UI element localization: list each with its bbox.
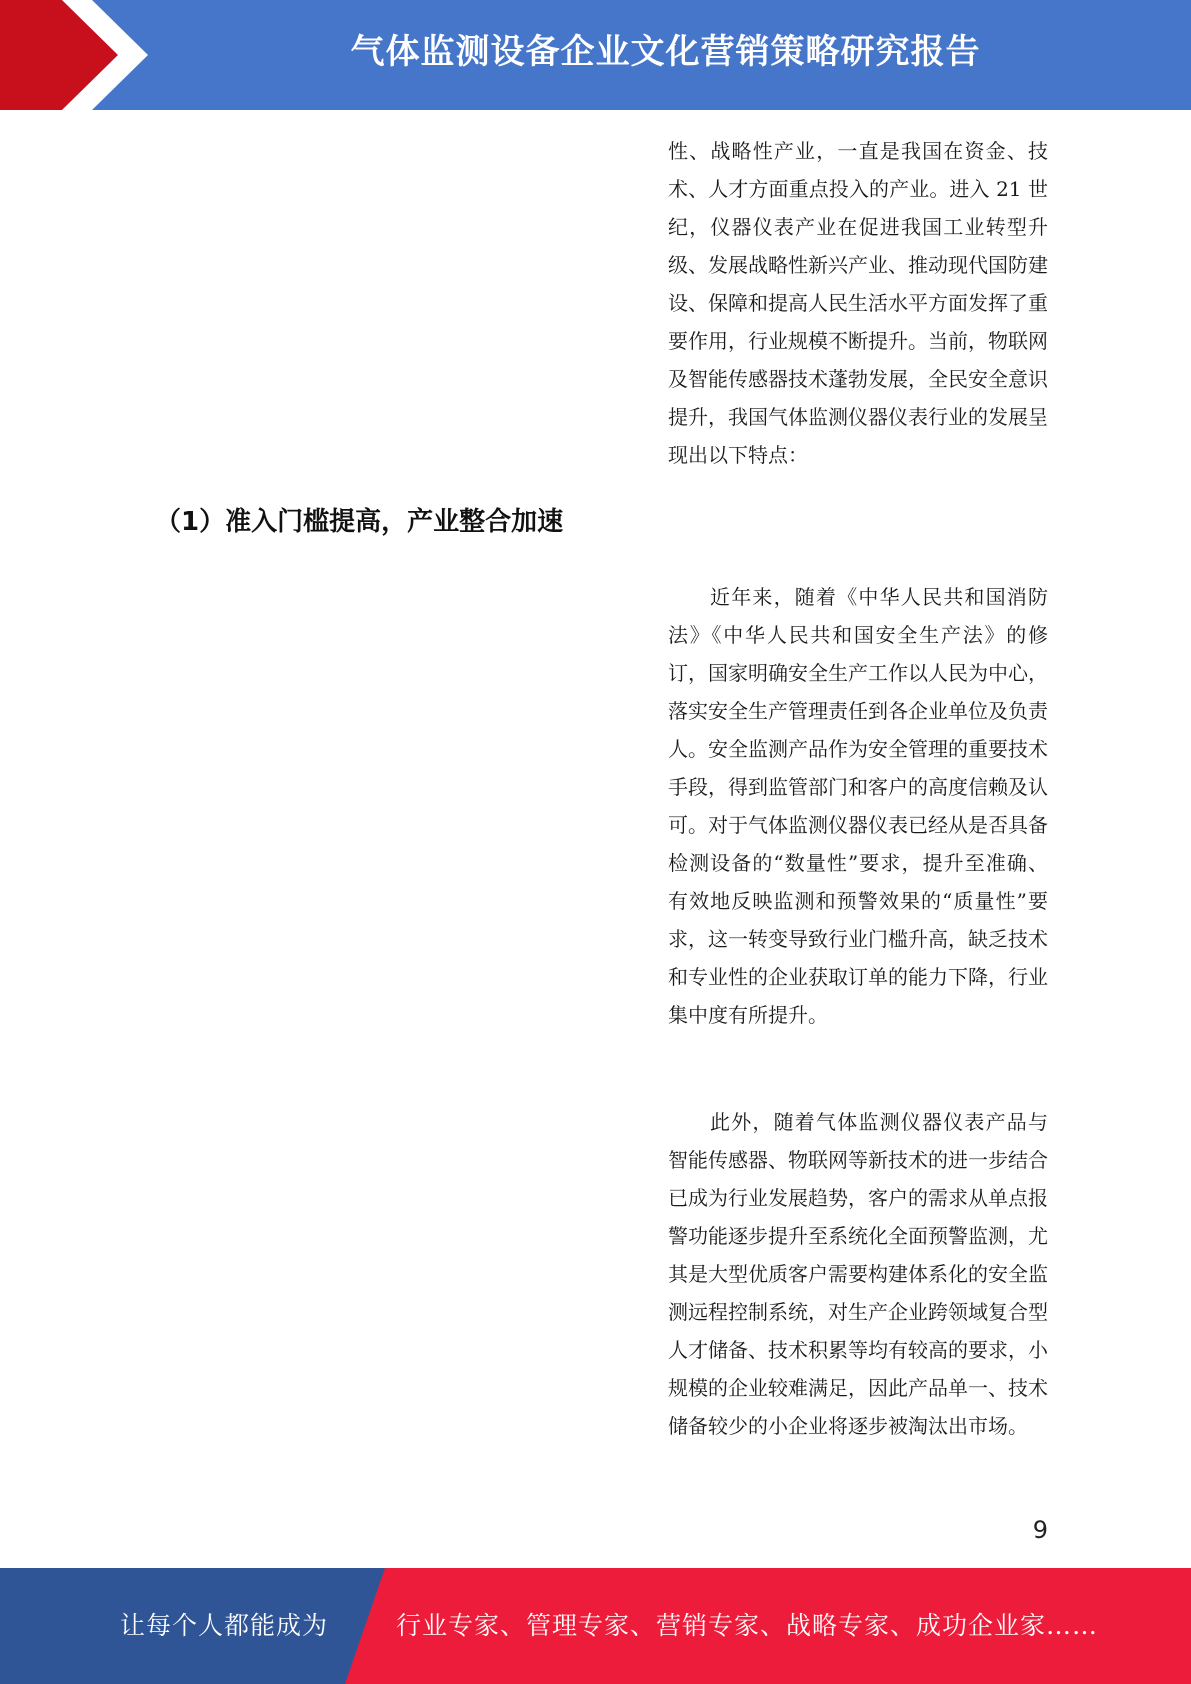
page-footer [0, 1568, 1191, 1684]
body-paragraph-regulation: 近年来，随着《中华人民共和国消防法》《中华人民共和国安全生产法》的修订，国家明确安全生产工作以人民为中心，落实安全生产管理责任到各企业单位及负责人。安全监测产品作为安全管理的重要技术手段，得到监管部门和客户的高度信赖及认可。对于气体监测仪器仪表已经从是否具备检测设备的“数量性”要求，提升至准确、有效地反映监测和预警效果的“质量性”要求，这一转变导致行业门槛升高，缺乏技术和专业性的企业获取订单的能力下降，行业集中度有所提升。 [668, 585, 1048, 1027]
body-paragraph-technology: 此外，随着气体监测仪器仪表产品与智能传感器、物联网等新技术的进一步结合已成为行业发展趋势，客户的需求从单点报警功能逐步提升至系统化全面预警监测，尤其是大型优质客户需要构建体系化的安全监测远程控制系统，对生产企业跨领域复合型人才储备、技术积累等均有较高的要求，小规模的企业较难满足，因此产品单一、技术储备较少的小企业将逐步被淘汰出市场。 [668, 1110, 1048, 1438]
section-heading: （1）准入门槛提高，产业整合加速 [155, 507, 564, 537]
footer-slogan-left: 让每个人都能成为 [120, 1611, 329, 1640]
page-header [0, 0, 1191, 110]
report-title: 气体监测设备企业文化营销策略研究报告 [350, 32, 981, 72]
footer-slogan-right: 行业专家、管理专家、营销专家、战略专家、成功企业家…… [396, 1611, 1099, 1640]
page-number: 9 [1032, 1516, 1048, 1544]
body-paragraph-continued: 性、战略性产业，一直是我国在资金、技术、人才方面重点投入的产业。进入 21 世纪，仪器仪表产业在促进我国工业转型升级、发展战略性新兴产业、推动现代国防建设、保障和提高人民生活水平方面发挥了重要作用，行业规模不断提升。当前，物联网及智能传感器技术蓬勃发展，全民安全意识提升，我国气体监测仪器仪表行业的发展呈现出以下特点： [668, 139, 1048, 467]
